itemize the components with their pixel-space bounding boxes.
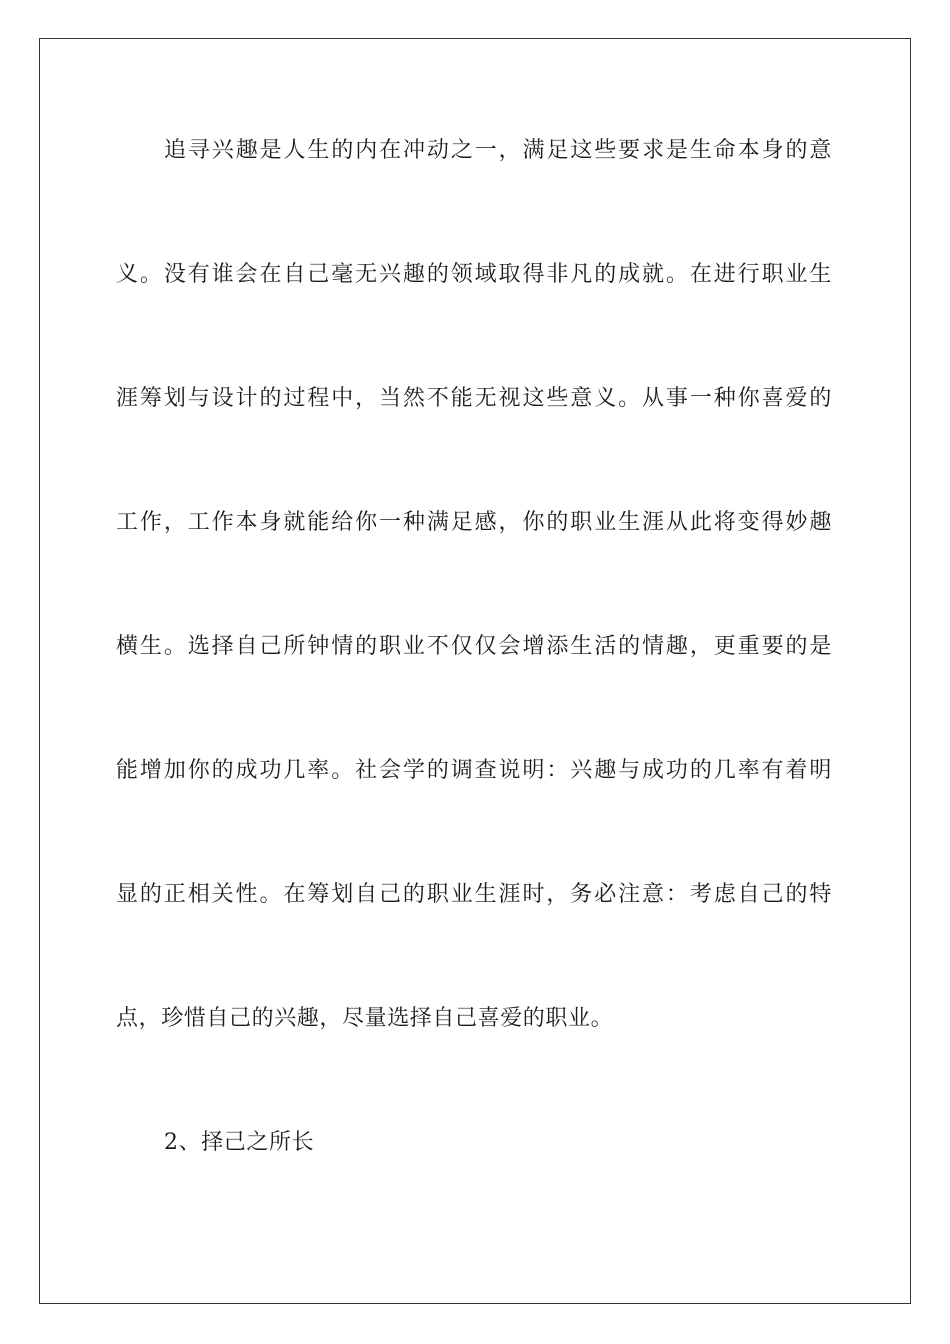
paragraph-line-7: 显的正相关性。在筹划自己的职业生涯时，务必注意：考虑自己的特 (116, 882, 832, 907)
paragraph-line-8: 点，珍惜自己的兴趣，尽量选择自己喜爱的职业。 (116, 1006, 614, 1031)
paragraph-line-4: 工作，工作本身就能给你一种满足感，你的职业生涯从此将变得妙趣 (116, 510, 832, 535)
paragraph-line-2: 义。没有谁会在自己毫无兴趣的领域取得非凡的成就。在进行职业生 (116, 262, 832, 287)
paragraph-line-6: 能增加你的成功几率。社会学的调查说明：兴趣与成功的几率有着明 (116, 758, 832, 783)
section-heading: 2、择己之所长 (164, 1130, 315, 1155)
paragraph-line-3: 涯筹划与设计的过程中，当然不能无视这些意义。从事一种你喜爱的 (116, 386, 832, 411)
paragraph-line-5: 横生。选择自己所钟情的职业不仅仅会增添生活的情趣，更重要的是 (116, 634, 832, 659)
page-border (39, 38, 911, 1304)
paragraph-line-1: 追寻兴趣是人生的内在冲动之一，满足这些要求是生命本身的意 (164, 138, 832, 163)
